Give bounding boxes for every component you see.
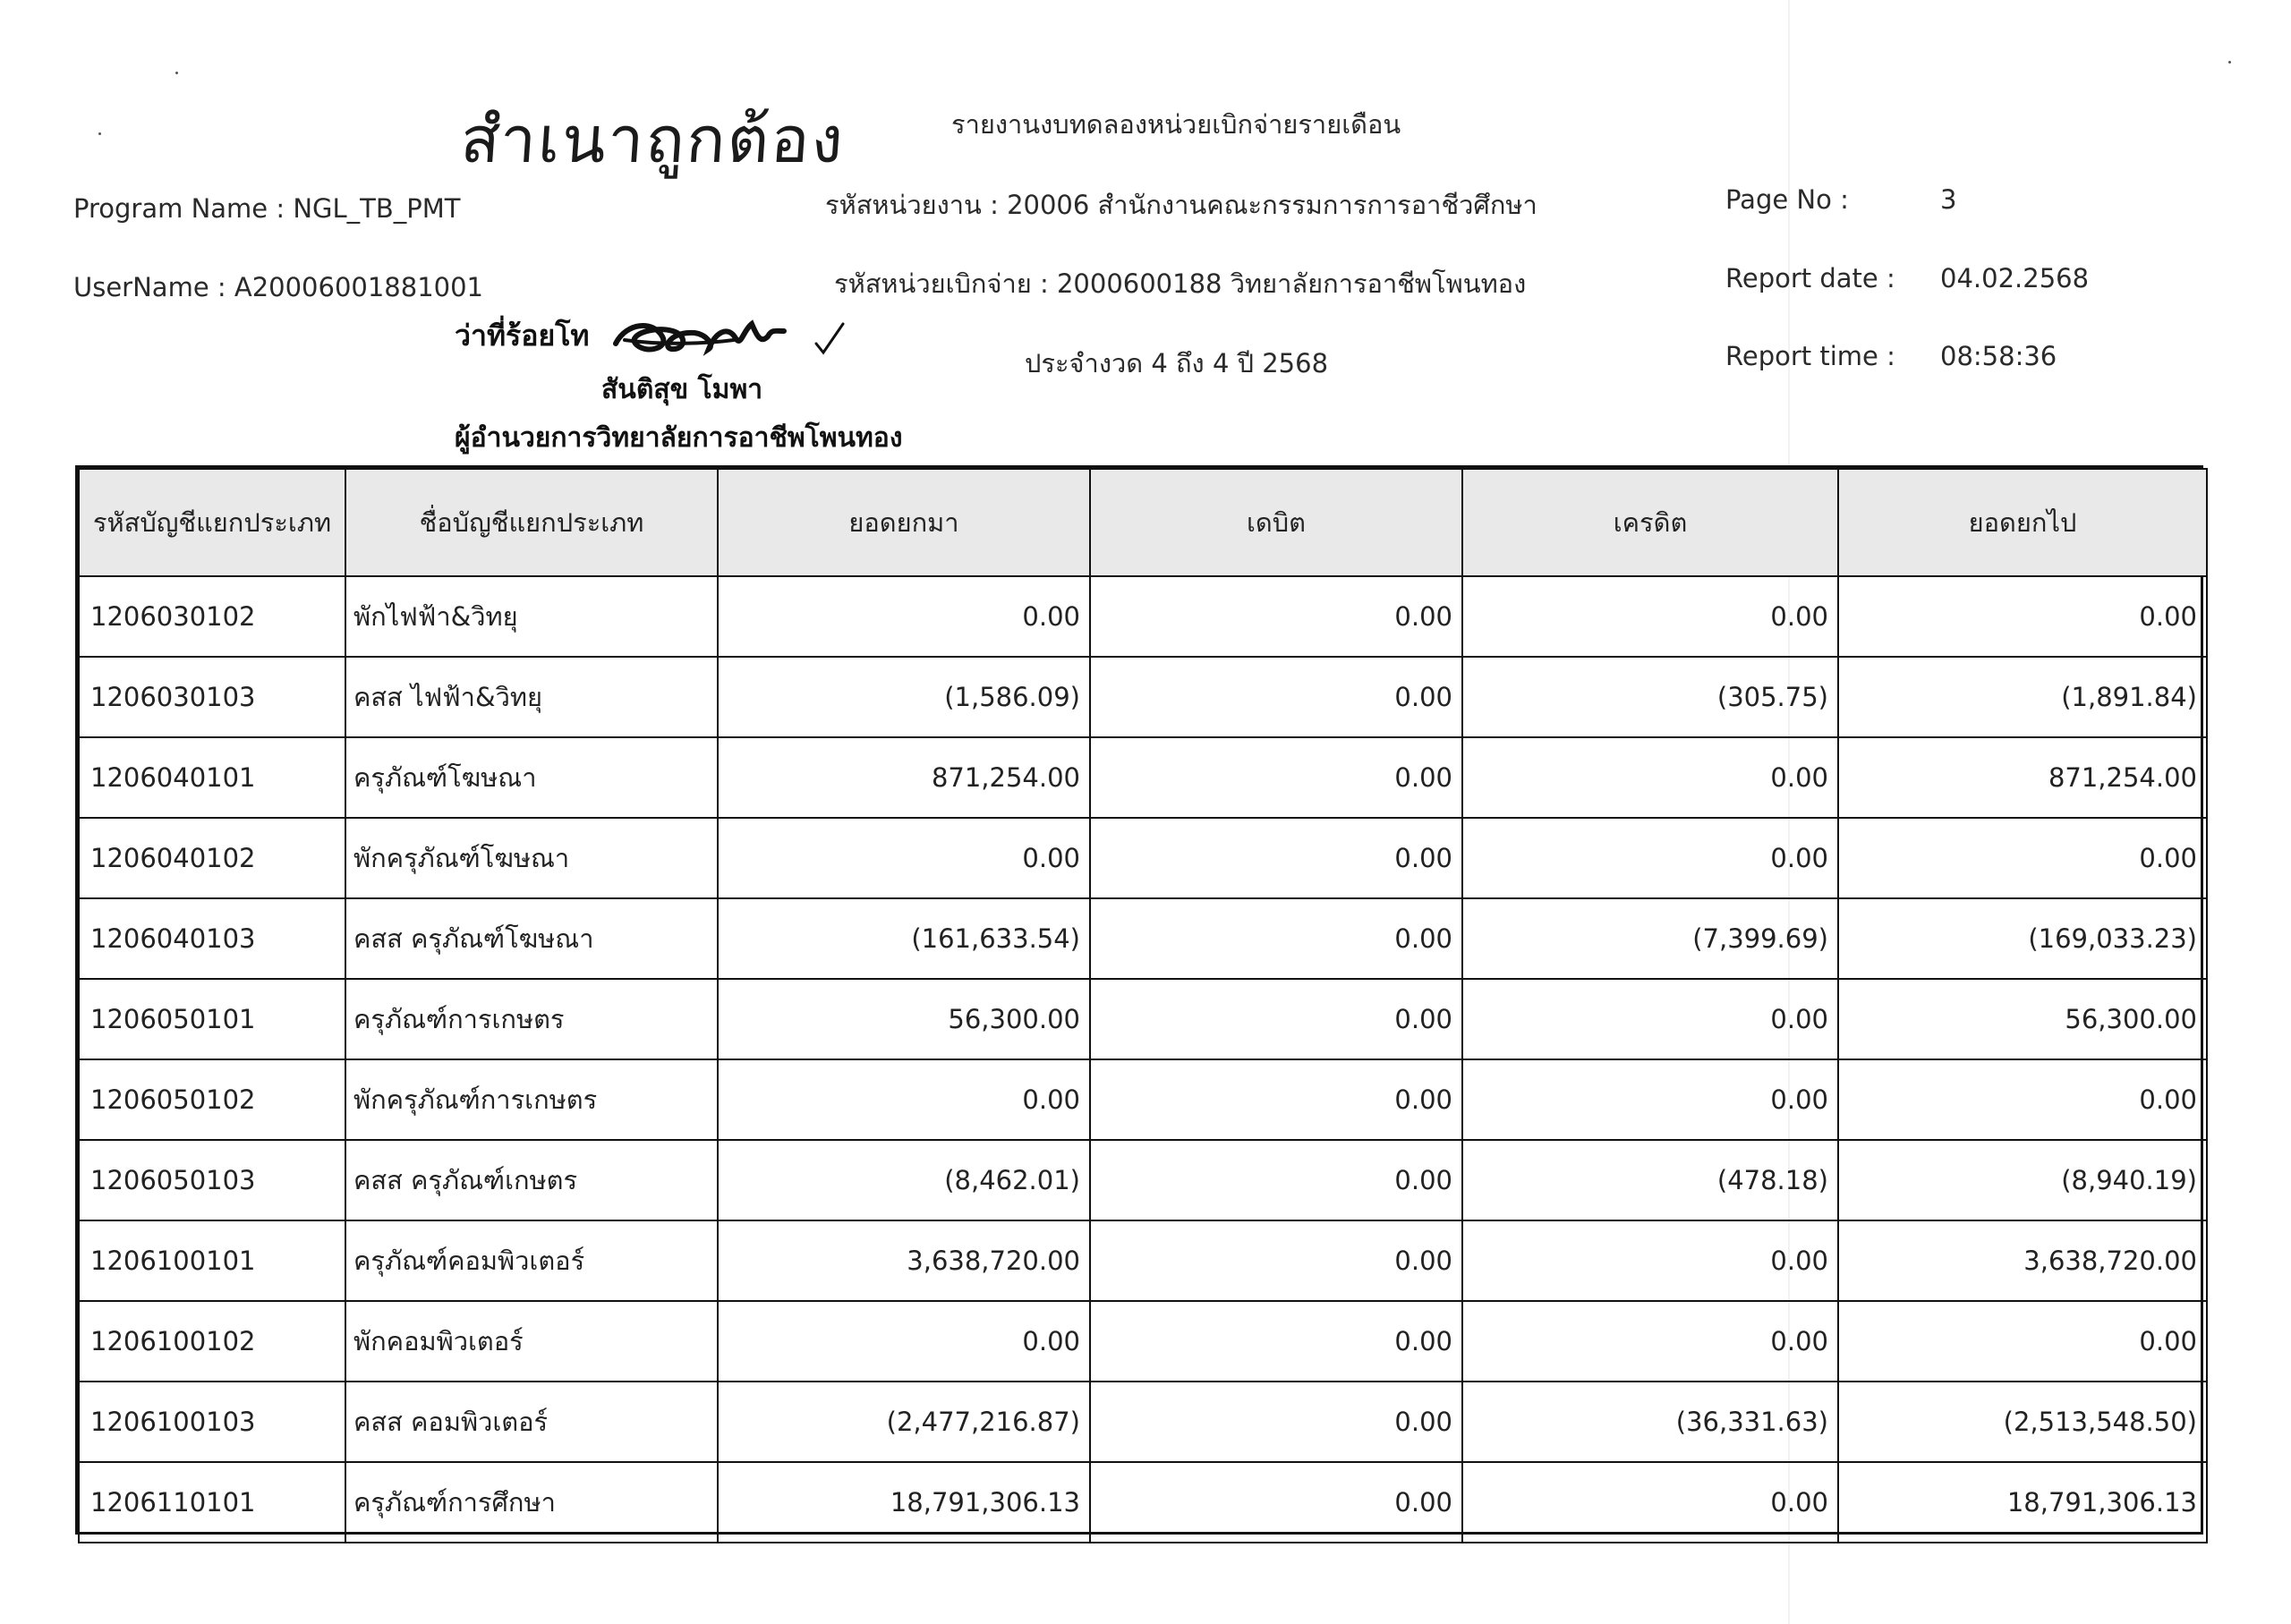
cell-carried-forward: 3,638,720.00 [1838, 1220, 2207, 1301]
report-time-label: Report time : [1725, 341, 1895, 371]
table-row [79, 576, 2207, 657]
cell-carried-forward: (2,513,548.50) [1838, 1382, 2207, 1462]
signer-name: สันติสุข โมพา [601, 374, 763, 405]
cell-credit: 0.00 [1462, 576, 1838, 657]
report-date-value: 04.02.2568 [1940, 263, 2090, 293]
cell-account-code: 1206100103 [79, 1382, 345, 1462]
cell-debit: 0.00 [1090, 818, 1462, 898]
table-row [79, 1301, 2207, 1382]
cell-debit: 0.00 [1090, 898, 1462, 979]
col-header-account-name: ชื่อบัญชีแยกประเภท [345, 469, 718, 576]
cell-account-code: 1206050103 [79, 1140, 345, 1220]
cell-account-name: คสส ครุภัณฑ์เกษตร [345, 1140, 718, 1220]
certified-copy-stamp: สำเนาถูกต้อง [458, 102, 847, 177]
cell-carried-forward: 56,300.00 [1838, 979, 2207, 1059]
cell-credit: 0.00 [1462, 1059, 1838, 1140]
page-no-value: 3 [1940, 184, 1957, 215]
cell-carried-forward: 0.00 [1838, 576, 2207, 657]
cell-account-name: คสส ครุภัณฑ์โฆษณา [345, 898, 718, 979]
cell-carried-forward: (8,940.19) [1838, 1140, 2207, 1220]
cell-account-name: คสส ไฟฟ้า&วิทยุ [345, 657, 718, 737]
cell-credit: (305.75) [1462, 657, 1838, 737]
cell-brought-forward: 0.00 [718, 1301, 1090, 1382]
cell-credit: (478.18) [1462, 1140, 1838, 1220]
user-name: UserName : A20006001881001 [73, 272, 484, 302]
cell-debit: 0.00 [1090, 737, 1462, 818]
handwritten-signature [609, 304, 859, 367]
cell-carried-forward: (169,033.23) [1838, 898, 2207, 979]
cell-carried-forward: 0.00 [1838, 1059, 2207, 1140]
col-header-debit: เดบิต [1090, 469, 1462, 576]
cell-carried-forward: 0.00 [1838, 818, 2207, 898]
cell-credit: 0.00 [1462, 1220, 1838, 1301]
cell-account-code: 1206100102 [79, 1301, 345, 1382]
cell-debit: 0.00 [1090, 1140, 1462, 1220]
cell-credit: 0.00 [1462, 1301, 1838, 1382]
table-row [79, 657, 2207, 737]
signer-title: ผู้อำนวยการวิทยาลัยการอาชีพโพนทอง [455, 422, 903, 454]
cell-credit: 0.00 [1462, 737, 1838, 818]
signer-rank: ว่าที่ร้อยโท [455, 319, 590, 353]
page-no-label: Page No : [1725, 184, 1849, 215]
cell-account-code: 1206040101 [79, 737, 345, 818]
table-row [79, 979, 2207, 1059]
cell-account-code: 1206030103 [79, 657, 345, 737]
cell-debit: 0.00 [1090, 1220, 1462, 1301]
cell-brought-forward: 871,254.00 [718, 737, 1090, 818]
cell-account-name: ครุภัณฑ์คอมพิวเตอร์ [345, 1220, 718, 1301]
table-row [79, 1140, 2207, 1220]
col-header-account-code: รหัสบัญชีแยกประเภท [79, 469, 345, 576]
cell-brought-forward: 0.00 [718, 576, 1090, 657]
cell-account-code: 1206110101 [79, 1462, 345, 1543]
cell-carried-forward: 871,254.00 [1838, 737, 2207, 818]
report-date-label: Report date : [1725, 263, 1895, 293]
disbursing-unit-code: รหัสหน่วยเบิกจ่าย : 2000600188 วิทยาลัยการอาชีพโพนทอง [834, 268, 1527, 299]
cell-account-code: 1206040102 [79, 818, 345, 898]
cell-brought-forward: (161,633.54) [718, 898, 1090, 979]
cell-carried-forward: 0.00 [1838, 1301, 2207, 1382]
scan-speck [175, 72, 178, 74]
cell-account-code: 1206100101 [79, 1220, 345, 1301]
report-title: รายงานงบทดลองหน่วยเบิกจ่ายรายเดือน [951, 109, 1401, 140]
cell-debit: 0.00 [1090, 979, 1462, 1059]
cell-account-name: พักครุภัณฑ์โฆษณา [345, 818, 718, 898]
table-row [79, 898, 2207, 979]
trial-balance-table [75, 465, 2203, 1535]
cell-debit: 0.00 [1090, 1059, 1462, 1140]
table-row [79, 1220, 2207, 1301]
cell-account-code: 1206040103 [79, 898, 345, 979]
cell-carried-forward: (1,891.84) [1838, 657, 2207, 737]
cell-credit: 0.00 [1462, 979, 1838, 1059]
cell-credit: (7,399.69) [1462, 898, 1838, 979]
cell-brought-forward: (8,462.01) [718, 1140, 1090, 1220]
table-row [79, 818, 2207, 898]
cell-account-name: พักครุภัณฑ์การเกษตร [345, 1059, 718, 1140]
cell-debit: 0.00 [1090, 1462, 1462, 1543]
cell-account-name: ครุภัณฑ์การเกษตร [345, 979, 718, 1059]
cell-brought-forward: (1,586.09) [718, 657, 1090, 737]
scan-speck [2228, 61, 2231, 64]
table-header-row [79, 469, 2207, 576]
cell-account-name: พักไฟฟ้า&วิทยุ [345, 576, 718, 657]
cell-brought-forward: 0.00 [718, 818, 1090, 898]
cell-account-name: ครุภัณฑ์โฆษณา [345, 737, 718, 818]
table-row [79, 1462, 2207, 1543]
cell-brought-forward: 18,791,306.13 [718, 1462, 1090, 1543]
cell-account-name: ครุภัณฑ์การศึกษา [345, 1462, 718, 1543]
cell-debit: 0.00 [1090, 1301, 1462, 1382]
cell-account-name: พักคอมพิวเตอร์ [345, 1301, 718, 1382]
table-row [79, 1382, 2207, 1462]
cell-debit: 0.00 [1090, 657, 1462, 737]
cell-brought-forward: 0.00 [718, 1059, 1090, 1140]
cell-brought-forward: 3,638,720.00 [718, 1220, 1090, 1301]
col-header-carried-forward: ยอดยกไป [1838, 469, 2207, 576]
report-period: ประจำงวด 4 ถึง 4 ปี 2568 [1025, 348, 1329, 378]
col-header-brought-forward: ยอดยกมา [718, 469, 1090, 576]
cell-account-name: คสส คอมพิวเตอร์ [345, 1382, 718, 1462]
cell-account-code: 1206050102 [79, 1059, 345, 1140]
cell-brought-forward: (2,477,216.87) [718, 1382, 1090, 1462]
cell-credit: (36,331.63) [1462, 1382, 1838, 1462]
table-row [79, 1059, 2207, 1140]
report-time-value: 08:58:36 [1940, 341, 2057, 371]
cell-account-code: 1206030102 [79, 576, 345, 657]
cell-carried-forward: 18,791,306.13 [1838, 1462, 2207, 1543]
cell-credit: 0.00 [1462, 1462, 1838, 1543]
col-header-credit: เครดิต [1462, 469, 1838, 576]
cell-brought-forward: 56,300.00 [718, 979, 1090, 1059]
cell-debit: 0.00 [1090, 576, 1462, 657]
table-row [79, 737, 2207, 818]
cell-account-code: 1206050101 [79, 979, 345, 1059]
scan-speck [98, 132, 101, 135]
cell-credit: 0.00 [1462, 818, 1838, 898]
cell-debit: 0.00 [1090, 1382, 1462, 1462]
program-name: Program Name : NGL_TB_PMT [73, 193, 461, 224]
agency-code: รหัสหน่วยงาน : 20006 สำนักงานคณะกรรมการการอาชีวศึกษา [825, 190, 1537, 220]
